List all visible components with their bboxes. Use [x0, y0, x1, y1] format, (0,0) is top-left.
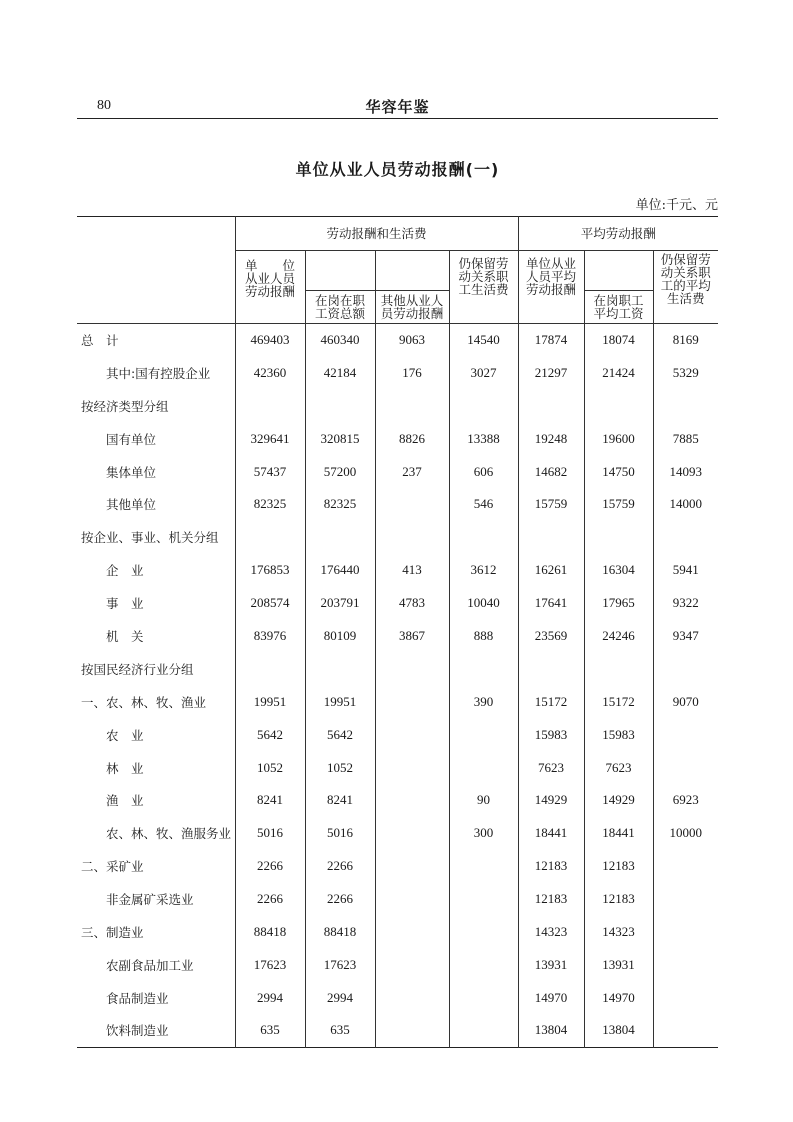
table-cell: 413 — [375, 554, 449, 587]
table-cell: 8169 — [653, 324, 718, 357]
table-cell: 14750 — [584, 455, 653, 488]
row-label: 国有单位 — [106, 431, 157, 447]
table-cell: 237 — [375, 455, 449, 488]
table-cell — [653, 521, 718, 554]
table-cell: 9070 — [653, 685, 718, 718]
table-cell: 18441 — [584, 817, 653, 850]
row-label: 一、农、林、牧、渔业 — [81, 694, 207, 710]
table-cell: 57200 — [305, 455, 375, 488]
table-cell: 23569 — [518, 620, 584, 653]
table-cell: 8241 — [235, 784, 305, 817]
table-cell: 2994 — [305, 981, 375, 1014]
table-cell: 15759 — [584, 488, 653, 521]
table-cell: 3027 — [449, 356, 518, 389]
table-cell: 5329 — [653, 356, 718, 389]
table-cell: 19951 — [235, 685, 305, 718]
table-cell: 19600 — [584, 422, 653, 455]
header-blank-b — [375, 251, 449, 291]
table-cell: 57437 — [235, 455, 305, 488]
table-cell: 14970 — [518, 981, 584, 1014]
table-row — [77, 488, 718, 521]
table-cell — [235, 521, 305, 554]
table-cell — [449, 521, 518, 554]
table-cell — [305, 652, 375, 685]
table-cell — [518, 521, 584, 554]
table-cell: 14970 — [584, 981, 653, 1014]
header-retained-living: 仍保留劳 动关系职 工生活费 — [449, 251, 518, 324]
table-cell: 5642 — [305, 718, 375, 751]
header-group-average: 平均劳动报酬 — [518, 217, 718, 251]
table-cell: 1052 — [305, 751, 375, 784]
table-cell: 14682 — [518, 455, 584, 488]
row-label: 林 业 — [106, 760, 144, 776]
table-cell: 460340 — [305, 324, 375, 357]
table-cell: 15983 — [518, 718, 584, 751]
table-cell: 203791 — [305, 587, 375, 620]
table-cell — [449, 751, 518, 784]
table-row — [77, 981, 718, 1014]
table-cell — [518, 652, 584, 685]
row-label: 农副食品加工业 — [106, 957, 194, 973]
header-avg-onpost: 在岗职工 平均工资 — [584, 291, 653, 324]
table-cell: 635 — [235, 1014, 305, 1047]
table-cell — [449, 389, 518, 422]
table-cell: 14000 — [653, 488, 718, 521]
table-cell: 2266 — [305, 850, 375, 883]
row-label: 二、采矿业 — [81, 859, 144, 875]
table-row — [77, 817, 718, 850]
page-header — [77, 96, 718, 119]
table-cell — [653, 850, 718, 883]
table-row — [77, 948, 718, 981]
table-cell: 12183 — [518, 883, 584, 916]
row-label: 农 业 — [106, 727, 144, 743]
table-body — [77, 324, 718, 1048]
table-cell: 17623 — [235, 948, 305, 981]
table-cell: 21297 — [518, 356, 584, 389]
row-label: 企 业 — [106, 563, 144, 579]
table-cell — [449, 1014, 518, 1047]
table-cell — [653, 948, 718, 981]
data-table — [77, 216, 718, 1048]
row-label: 非金属矿采选业 — [106, 892, 194, 908]
table-row — [77, 1014, 718, 1047]
table-cell: 635 — [305, 1014, 375, 1047]
table-cell — [449, 948, 518, 981]
table-cell: 16304 — [584, 554, 653, 587]
table-row — [77, 850, 718, 883]
table-cell — [584, 652, 653, 685]
table-cell: 13804 — [584, 1014, 653, 1047]
table-cell: 10040 — [449, 587, 518, 620]
table-cell: 176853 — [235, 554, 305, 587]
table-cell: 12183 — [584, 883, 653, 916]
table-cell: 19248 — [518, 422, 584, 455]
header-group-compensation: 劳动报酬和生活费 — [235, 217, 518, 251]
table-cell: 329641 — [235, 422, 305, 455]
page-number: 80 — [97, 98, 111, 113]
table-cell: 12183 — [584, 850, 653, 883]
row-label: 其他单位 — [106, 497, 157, 513]
table-cell: 5941 — [653, 554, 718, 587]
table-cell — [449, 850, 518, 883]
table-cell — [653, 981, 718, 1014]
book-title: 华容年鉴 — [365, 98, 430, 116]
table-row — [77, 784, 718, 817]
table-cell: 15172 — [518, 685, 584, 718]
table-cell: 88418 — [235, 916, 305, 949]
table-cell: 17641 — [518, 587, 584, 620]
table-cell — [305, 521, 375, 554]
table-row — [77, 587, 718, 620]
table-cell: 80109 — [305, 620, 375, 653]
table-cell: 9322 — [653, 587, 718, 620]
table-cell — [375, 916, 449, 949]
table-row — [77, 718, 718, 751]
table-cell: 7623 — [518, 751, 584, 784]
row-label: 三、制造业 — [81, 924, 144, 940]
table-row — [77, 883, 718, 916]
table-cell — [449, 981, 518, 1014]
table-cell: 82325 — [305, 488, 375, 521]
table-cell — [375, 883, 449, 916]
table-cell: 8241 — [305, 784, 375, 817]
table-row — [77, 422, 718, 455]
table-row — [77, 324, 718, 357]
table-cell: 12183 — [518, 850, 584, 883]
table-cell: 300 — [449, 817, 518, 850]
header-corner — [77, 217, 235, 324]
table-cell: 15983 — [584, 718, 653, 751]
table-cell: 888 — [449, 620, 518, 653]
table-cell — [305, 389, 375, 422]
header-unit-total: 单 位 从业人员 劳动报酬 — [235, 251, 305, 324]
table-cell: 14093 — [653, 455, 718, 488]
table-cell: 7885 — [653, 422, 718, 455]
table-cell — [653, 751, 718, 784]
table-cell — [653, 1014, 718, 1047]
table-cell: 208574 — [235, 587, 305, 620]
table-cell: 19951 — [305, 685, 375, 718]
row-label: 农、林、牧、渔服务业 — [106, 826, 232, 842]
table-cell: 17874 — [518, 324, 584, 357]
table-cell: 469403 — [235, 324, 305, 357]
table-cell — [653, 652, 718, 685]
table-cell — [584, 389, 653, 422]
table-cell: 13931 — [518, 948, 584, 981]
table-cell: 546 — [449, 488, 518, 521]
table-row — [77, 685, 718, 718]
header-onpost-total: 在岗在职 工资总额 — [305, 291, 375, 324]
table-cell — [235, 389, 305, 422]
table-cell: 4783 — [375, 587, 449, 620]
table-cell: 7623 — [584, 751, 653, 784]
table-row — [77, 916, 718, 949]
table-cell: 6923 — [653, 784, 718, 817]
table-cell: 8826 — [375, 422, 449, 455]
table-cell: 90 — [449, 784, 518, 817]
table-cell — [375, 817, 449, 850]
table-cell — [375, 1014, 449, 1047]
row-label: 按经济类型分组 — [81, 398, 169, 414]
table-row — [77, 356, 718, 389]
row-label: 渔 业 — [106, 793, 144, 809]
table-cell — [449, 883, 518, 916]
header-blank-a — [305, 251, 375, 291]
table-cell — [449, 718, 518, 751]
table-cell — [375, 850, 449, 883]
table-cell: 176440 — [305, 554, 375, 587]
table-cell: 82325 — [235, 488, 305, 521]
header-avg-unit: 单位从业 人员平均 劳动报酬 — [518, 251, 584, 324]
table-cell: 2266 — [235, 883, 305, 916]
unit-label: 单位:千元、元 — [635, 198, 718, 213]
table-cell: 14323 — [584, 916, 653, 949]
table-cell: 14929 — [518, 784, 584, 817]
table-cell: 13931 — [584, 948, 653, 981]
table-cell: 42360 — [235, 356, 305, 389]
table-cell: 2266 — [235, 850, 305, 883]
row-label: 按企业、事业、机关分组 — [81, 530, 219, 546]
table-title: 单位从业人员劳动报酬(一) — [295, 160, 500, 179]
table-cell: 83976 — [235, 620, 305, 653]
row-label: 饮料制造业 — [106, 1023, 169, 1039]
table-cell — [449, 652, 518, 685]
table-row — [77, 652, 718, 685]
table-row — [77, 389, 718, 422]
table-cell: 24246 — [584, 620, 653, 653]
table-cell: 17623 — [305, 948, 375, 981]
table-cell — [653, 389, 718, 422]
table-cell: 390 — [449, 685, 518, 718]
table-cell: 18441 — [518, 817, 584, 850]
table-cell: 15172 — [584, 685, 653, 718]
table-row — [77, 554, 718, 587]
table-cell — [375, 685, 449, 718]
table-cell: 13804 — [518, 1014, 584, 1047]
table-cell — [375, 718, 449, 751]
row-label: 集体单位 — [106, 464, 157, 480]
table-cell: 3867 — [375, 620, 449, 653]
table-cell — [653, 883, 718, 916]
table-cell — [375, 948, 449, 981]
table-cell: 5016 — [235, 817, 305, 850]
table-cell — [653, 916, 718, 949]
table-cell — [518, 389, 584, 422]
table-cell: 320815 — [305, 422, 375, 455]
table-cell: 5016 — [305, 817, 375, 850]
table-row — [77, 751, 718, 784]
table-cell: 42184 — [305, 356, 375, 389]
row-label: 总 计 — [81, 333, 119, 349]
table-cell: 176 — [375, 356, 449, 389]
table-cell — [449, 916, 518, 949]
table-cell — [375, 784, 449, 817]
row-label: 机 关 — [106, 628, 144, 644]
table-cell — [375, 981, 449, 1014]
table-row — [77, 455, 718, 488]
table-cell: 2266 — [305, 883, 375, 916]
header-other-pay: 其他从业人 员劳动报酬 — [375, 291, 449, 324]
table-cell: 2994 — [235, 981, 305, 1014]
row-label: 事 业 — [106, 596, 144, 612]
table-cell: 606 — [449, 455, 518, 488]
table-cell — [375, 521, 449, 554]
table-cell — [375, 751, 449, 784]
table-cell: 15759 — [518, 488, 584, 521]
table-cell — [375, 652, 449, 685]
row-label: 按国民经济行业分组 — [81, 661, 194, 677]
table-cell: 1052 — [235, 751, 305, 784]
table-cell: 21424 — [584, 356, 653, 389]
table-cell: 14323 — [518, 916, 584, 949]
table-cell — [235, 652, 305, 685]
table-cell: 10000 — [653, 817, 718, 850]
table-cell: 18074 — [584, 324, 653, 357]
table-cell: 17965 — [584, 587, 653, 620]
table-cell — [375, 488, 449, 521]
table-cell: 14540 — [449, 324, 518, 357]
header-avg-retained: 仍保留劳 动关系职 工的平均 生活费 — [653, 251, 718, 324]
table-cell: 14929 — [584, 784, 653, 817]
table-cell — [653, 718, 718, 751]
table-cell: 13388 — [449, 422, 518, 455]
table-cell: 5642 — [235, 718, 305, 751]
table-cell — [375, 389, 449, 422]
table-cell: 3612 — [449, 554, 518, 587]
table-cell — [584, 521, 653, 554]
table-row — [77, 521, 718, 554]
table-cell: 9347 — [653, 620, 718, 653]
table-row — [77, 620, 718, 653]
table-cell: 16261 — [518, 554, 584, 587]
row-label: 其中:国有控股企业 — [106, 365, 211, 381]
table-cell: 9063 — [375, 324, 449, 357]
row-label: 食品制造业 — [106, 990, 169, 1006]
header-blank-c — [584, 251, 653, 291]
table-cell: 88418 — [305, 916, 375, 949]
